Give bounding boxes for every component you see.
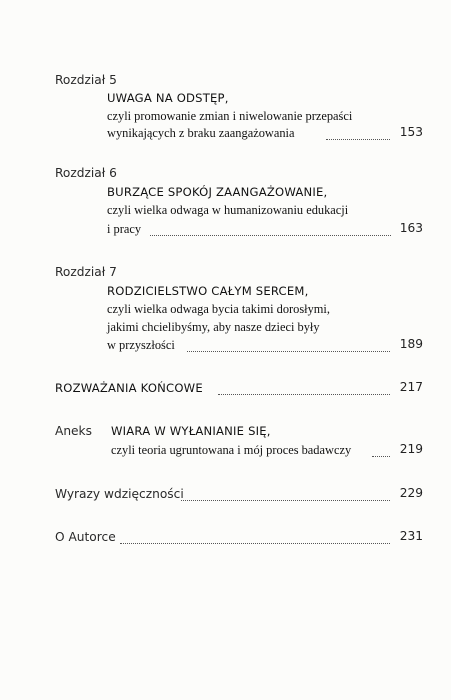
- dot-leader: [181, 499, 390, 501]
- page-number: 219: [399, 442, 423, 456]
- dot-leader: [120, 542, 390, 544]
- section-title: ROZWAŻANIA KOŃCOWE: [55, 381, 203, 395]
- page-number: 217: [399, 380, 423, 394]
- chapter-title: BURZĄCE SPOKÓJ ZAANGAŻOWANIE,: [107, 185, 328, 199]
- section-title: Wyrazy wdzięczności: [55, 487, 184, 501]
- chapter-title: RODZICIELSTWO CAŁYM SERCEM,: [107, 284, 309, 298]
- page-number: 189: [399, 337, 423, 351]
- annex-title: WIARA W WYŁANIANIE SIĘ,: [111, 424, 271, 438]
- chapter-label: Rozdział 6: [55, 166, 117, 180]
- page-number: 229: [399, 486, 423, 500]
- chapter-subtitle-line: jakimi chcielibyśmy, aby nasze dzieci były: [107, 320, 320, 334]
- chapter-subtitle-line: i pracy: [107, 222, 142, 236]
- chapter-label: Rozdział 5: [55, 73, 117, 87]
- chapter-subtitle-line: wynikających z braku zaangażowania: [107, 126, 295, 140]
- dot-leader: [372, 455, 390, 457]
- dot-leader: [187, 350, 390, 352]
- page-number: 163: [399, 221, 423, 235]
- page-number: 153: [399, 125, 423, 139]
- chapter-subtitle-line: w przyszłości: [107, 338, 175, 352]
- annex-subtitle-line: czyli teoria ugruntowana i mój proces badawczy: [111, 443, 352, 457]
- chapter-subtitle-line: czyli wielka odwaga bycia takimi dorosłymi,: [107, 302, 330, 316]
- chapter-label: Rozdział 7: [55, 265, 117, 279]
- dot-leader: [150, 234, 391, 236]
- dot-leader: [218, 393, 390, 395]
- page-number: 231: [399, 529, 423, 543]
- chapter-subtitle-line: czyli promowanie zmian i niwelowanie przepaści: [107, 109, 353, 123]
- chapter-subtitle-line: czyli wielka odwaga w humanizowaniu edukacji: [107, 203, 349, 217]
- dot-leader: [326, 138, 390, 140]
- annex-label: Aneks: [55, 424, 92, 438]
- section-title: O Autorce: [55, 530, 116, 544]
- chapter-title: UWAGA NA ODSTĘP,: [107, 91, 229, 105]
